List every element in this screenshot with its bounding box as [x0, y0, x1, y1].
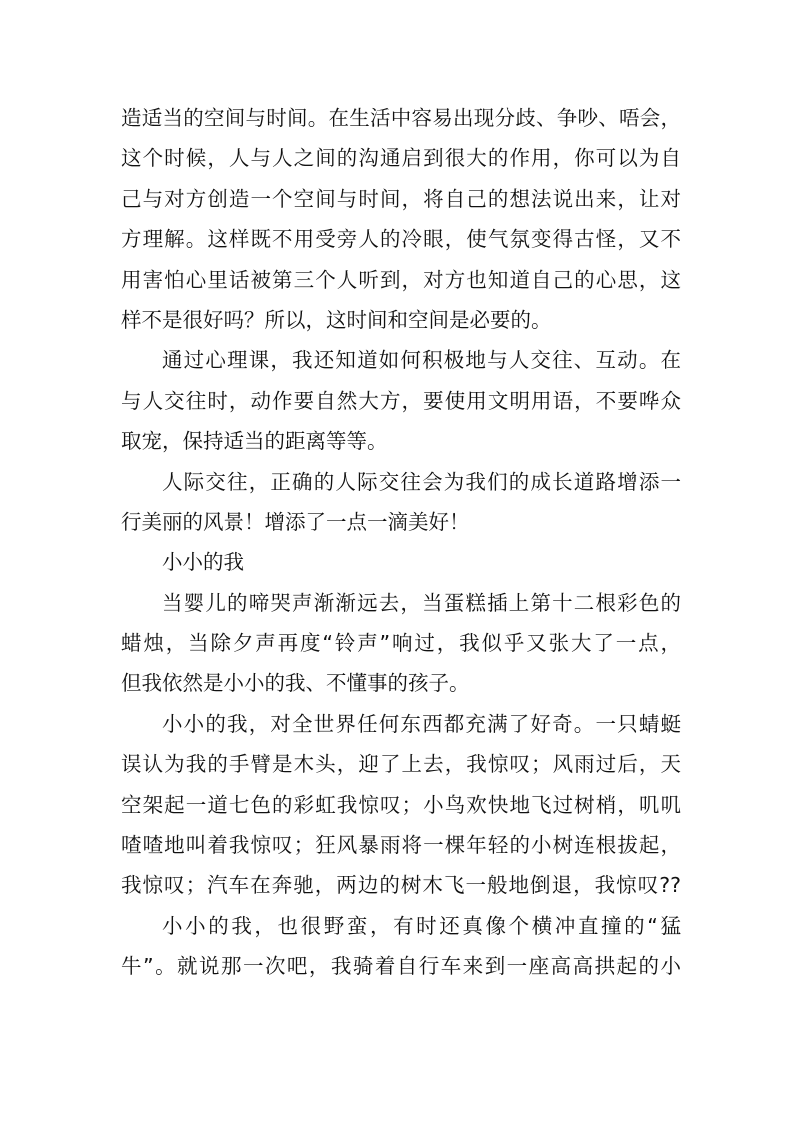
- document-body: [121, 98, 681, 987]
- text-line: 行美丽的风景！增添了一点一滴美好！: [121, 509, 470, 534]
- text-line: 小小的我，也很野蛮，有时还真像个横冲直撞的“猛: [162, 913, 681, 938]
- text-line: 与人交往时，动作要自然大方，要使用文明用语，不要哗众: [121, 388, 681, 413]
- text-line: 这个时候，人与人之间的沟通启到很大的作用，你可以为自: [121, 146, 681, 171]
- text-line: 喳喳地叫着我惊叹；狂风暴雨将一棵年轻的小树连根拔起，: [121, 833, 681, 858]
- text-line: 人际交往，正确的人际交往会为我们的成长道路增添一: [162, 469, 681, 494]
- text-line: 取宠，保持适当的距离等等。: [121, 429, 388, 454]
- text-line: 造适当的空间与时间。在生活中容易出现分歧、争吵、唔会，: [121, 106, 681, 130]
- text-line: 小小的我: [162, 550, 244, 575]
- text-line: 但我依然是小小的我、不懂事的孩子。: [121, 671, 470, 696]
- text-line: 当婴儿的啼哭声渐渐远去，当蛋糕插上第十二根彩色的: [162, 590, 681, 615]
- text-line: 我惊叹；汽车在奔驰，两边的树木飞一般地倒退，我惊叹??: [121, 873, 681, 898]
- text-line: 用害怕心里话被第三个人听到，对方也知道自己的心思，这: [121, 267, 681, 292]
- text-line: 误认为我的手臂是木头，迎了上去，我惊叹；风雨过后，天: [121, 752, 681, 777]
- text-line: 牛”。就说那一次吧，我骑着自行车来到一座高高拱起的小: [121, 954, 681, 979]
- text-line: 空架起一道七色的彩虹我惊叹；小鸟欢快地飞过树梢，叽叽: [121, 792, 681, 817]
- text-line: 样不是很好吗？所以，这时间和空间是必要的。: [121, 307, 552, 332]
- text-line: 小小的我，对全世界任何东西都充满了好奇。一只蜻蜓: [162, 711, 681, 736]
- text-line: 蜡烛，当除夕声再度“铃声”响过，我似乎又张大了一点，: [121, 631, 681, 656]
- text-line: 通过心理课，我还知道如何积极地与人交往、互动。在: [162, 348, 681, 373]
- text-line: 方理解。这样既不用受旁人的冷眼，使气氛变得古怪，又不: [121, 227, 681, 252]
- text-line: 己与对方创造一个空间与时间，将自己的想法说出来，让对: [121, 186, 681, 211]
